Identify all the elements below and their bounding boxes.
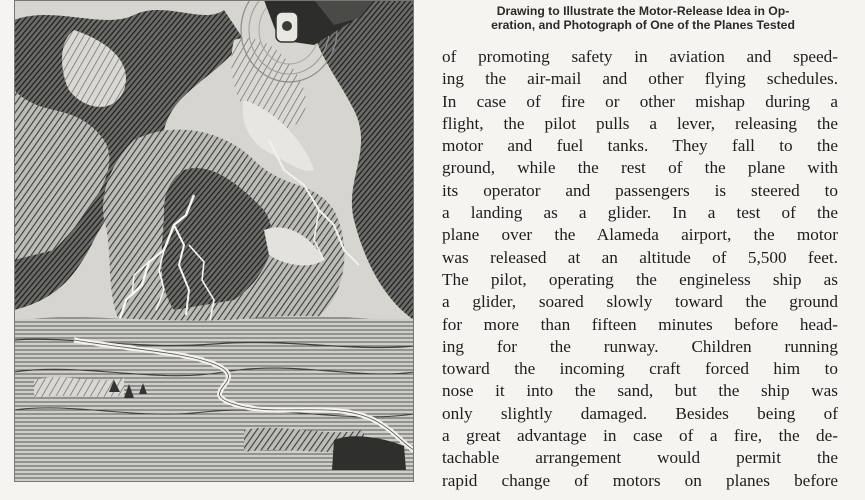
article-line: a glider, soared slowly toward the ground (442, 292, 838, 312)
article-line: ground, while the rest of the plane with (442, 158, 838, 178)
article-line: ing the air-mail and other flying schedules. (442, 69, 838, 89)
article-line: motor and fuel tanks. They fall to the (442, 136, 838, 156)
article-line: ing for the runway. Children running (442, 336, 838, 356)
article-line: a landing as a glider. In a test of the (442, 203, 838, 223)
article-line: a great advantage in case of a fire, the de- (442, 426, 838, 446)
article-line: rapid change of motors on planes before (442, 470, 838, 490)
article-line: tachable arrangement would permit the (442, 448, 838, 468)
article-line: The pilot, operating the engineless ship as (442, 269, 838, 289)
article-line: was released at an altitude of 5,500 feet. (442, 247, 838, 267)
article-line: only slightly damaged. Besides being of (442, 403, 838, 423)
article-line: nose it into the sand, but the ship was (442, 381, 838, 401)
figure-caption (438, 4, 848, 32)
article-line: toward the incoming craft forced him to (442, 359, 838, 379)
caption-line: Drawing to Illustrate the Motor-Release Idea in Op- (496, 4, 790, 18)
article-line: In case of fire or other mishap during a (442, 91, 838, 111)
article-line: its operator and passengers is steered to (442, 180, 838, 200)
caption-line: eration, and Photograph of One of the Planes Tested (491, 18, 795, 32)
article-line: plane over the Alameda airport, the motor (442, 225, 838, 245)
storm-drawing (14, 0, 414, 482)
article-line: of promoting safety in aviation and speed- (442, 47, 838, 66)
article-body (442, 46, 838, 492)
article-line: flight, the pilot pulls a lever, releasing the (442, 113, 838, 133)
article-line: for more than fifteen minutes before head- (442, 314, 838, 334)
storm-illustration (14, 0, 414, 482)
